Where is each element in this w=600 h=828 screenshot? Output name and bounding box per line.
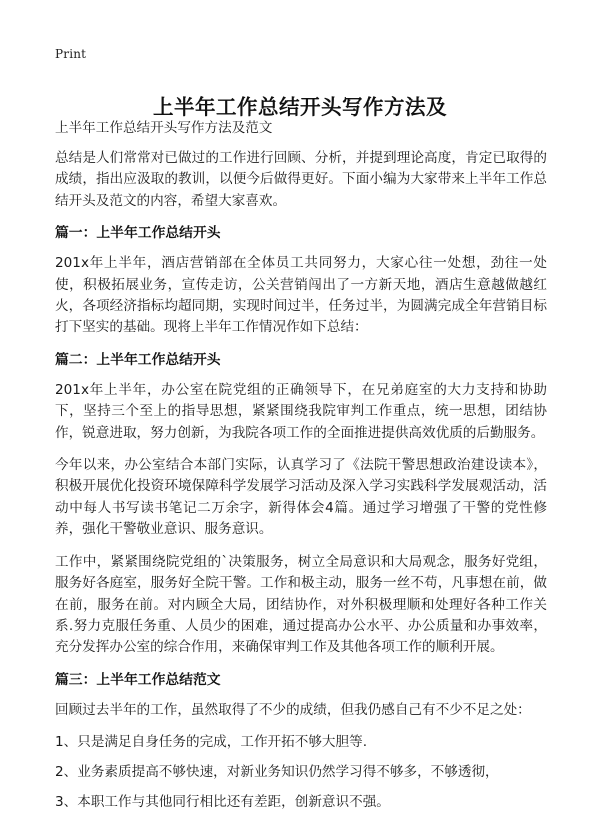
section-3-intro: 回顾过去半年的工作，虽然取得了不少的成绩，但我仍感自己有不少不足之处：: [55, 701, 531, 718]
list-item: 3、本职工作与其他同行相比还有差距，创新意识不强。: [55, 794, 390, 811]
document-subtitle: 上半年工作总结开头写作方法及范文: [55, 120, 273, 136]
section-2-paragraph-3: 工作中，紧紧围绕院党组的`决策服务，树立全局意识和大局观念，服务好党组，服务好各庭室，服务好全院干警。工作和极主动，服务一丝不苟，凡事想在前，做在前，服务在前。对内顾全大局，团结协作，对外积极理顺和处理好各种工作关系.努力克服任务重、人员少的困难，通过提高办公水平、办公质量和办事效率，充分发挥办公室的综合作用，来确保审判工作及其他各项工作的顺利开展。: [55, 553, 547, 656]
list-item: 1、只是满足自身任务的完成，工作开拓不够大胆等.: [55, 734, 368, 751]
section-2-paragraph-2: 今年以来，办公室结合本部门实际，认真学习了《法院干警思想政治建设读本》，积极开展优化投资环境保障科学发展学习活动及深入学习实践科学发展观活动，活动中每人书写读书笔记二万余字，新得体会4篇。通过学习增强了干警的党性修养，强化干警敬业意识、服务意识。: [55, 457, 547, 538]
list-item: 2、业务素质提高不够快速，对新业务知识仍然学习得不够多，不够透彻，: [55, 764, 499, 781]
section-3-heading: 篇三：上半年工作总结范文: [55, 671, 221, 688]
print-link[interactable]: Print: [55, 47, 87, 61]
section-1-paragraph-1: 201x年上半年，酒店营销部在全体员工共同努力，大家心往一处想，劲往一处使，积极拓展业务，宣传走访，公关营销闯出了一方新天地，酒店生意越做越红火，各项经济指标均超同期，实现时间过半，任务过半，为圆满完成全年营销目标打下坚实的基础。现将上半年工作情况作如下总结：: [55, 255, 547, 336]
page-title: 上半年工作总结开头写作方法及: [153, 94, 447, 119]
intro-paragraph: 总结是人们常常对已做过的工作进行回顾、分析，并提到理论高度，肯定已取得的成绩，指出应汲取的教训，以便今后做得更好。下面小编为大家带来上半年工作总结开头及范文的内容，希望大家喜欢。: [55, 150, 547, 209]
section-2-paragraph-1: 201x年上半年，办公室在院党组的正确领导下，在兄弟庭室的大力支持和协助下，坚持三个至上的指导思想，紧紧围绕我院审判工作重点，统一思想，团结协作，锐意进取，努力创新，为我院各项工作的全面推进提供高效优质的后勤服务。: [55, 381, 547, 441]
section-2-heading: 篇二：上半年工作总结开头: [55, 351, 221, 368]
document-body: [55, 116, 547, 822]
section-1-heading: 篇一：上半年工作总结开头: [55, 225, 221, 242]
